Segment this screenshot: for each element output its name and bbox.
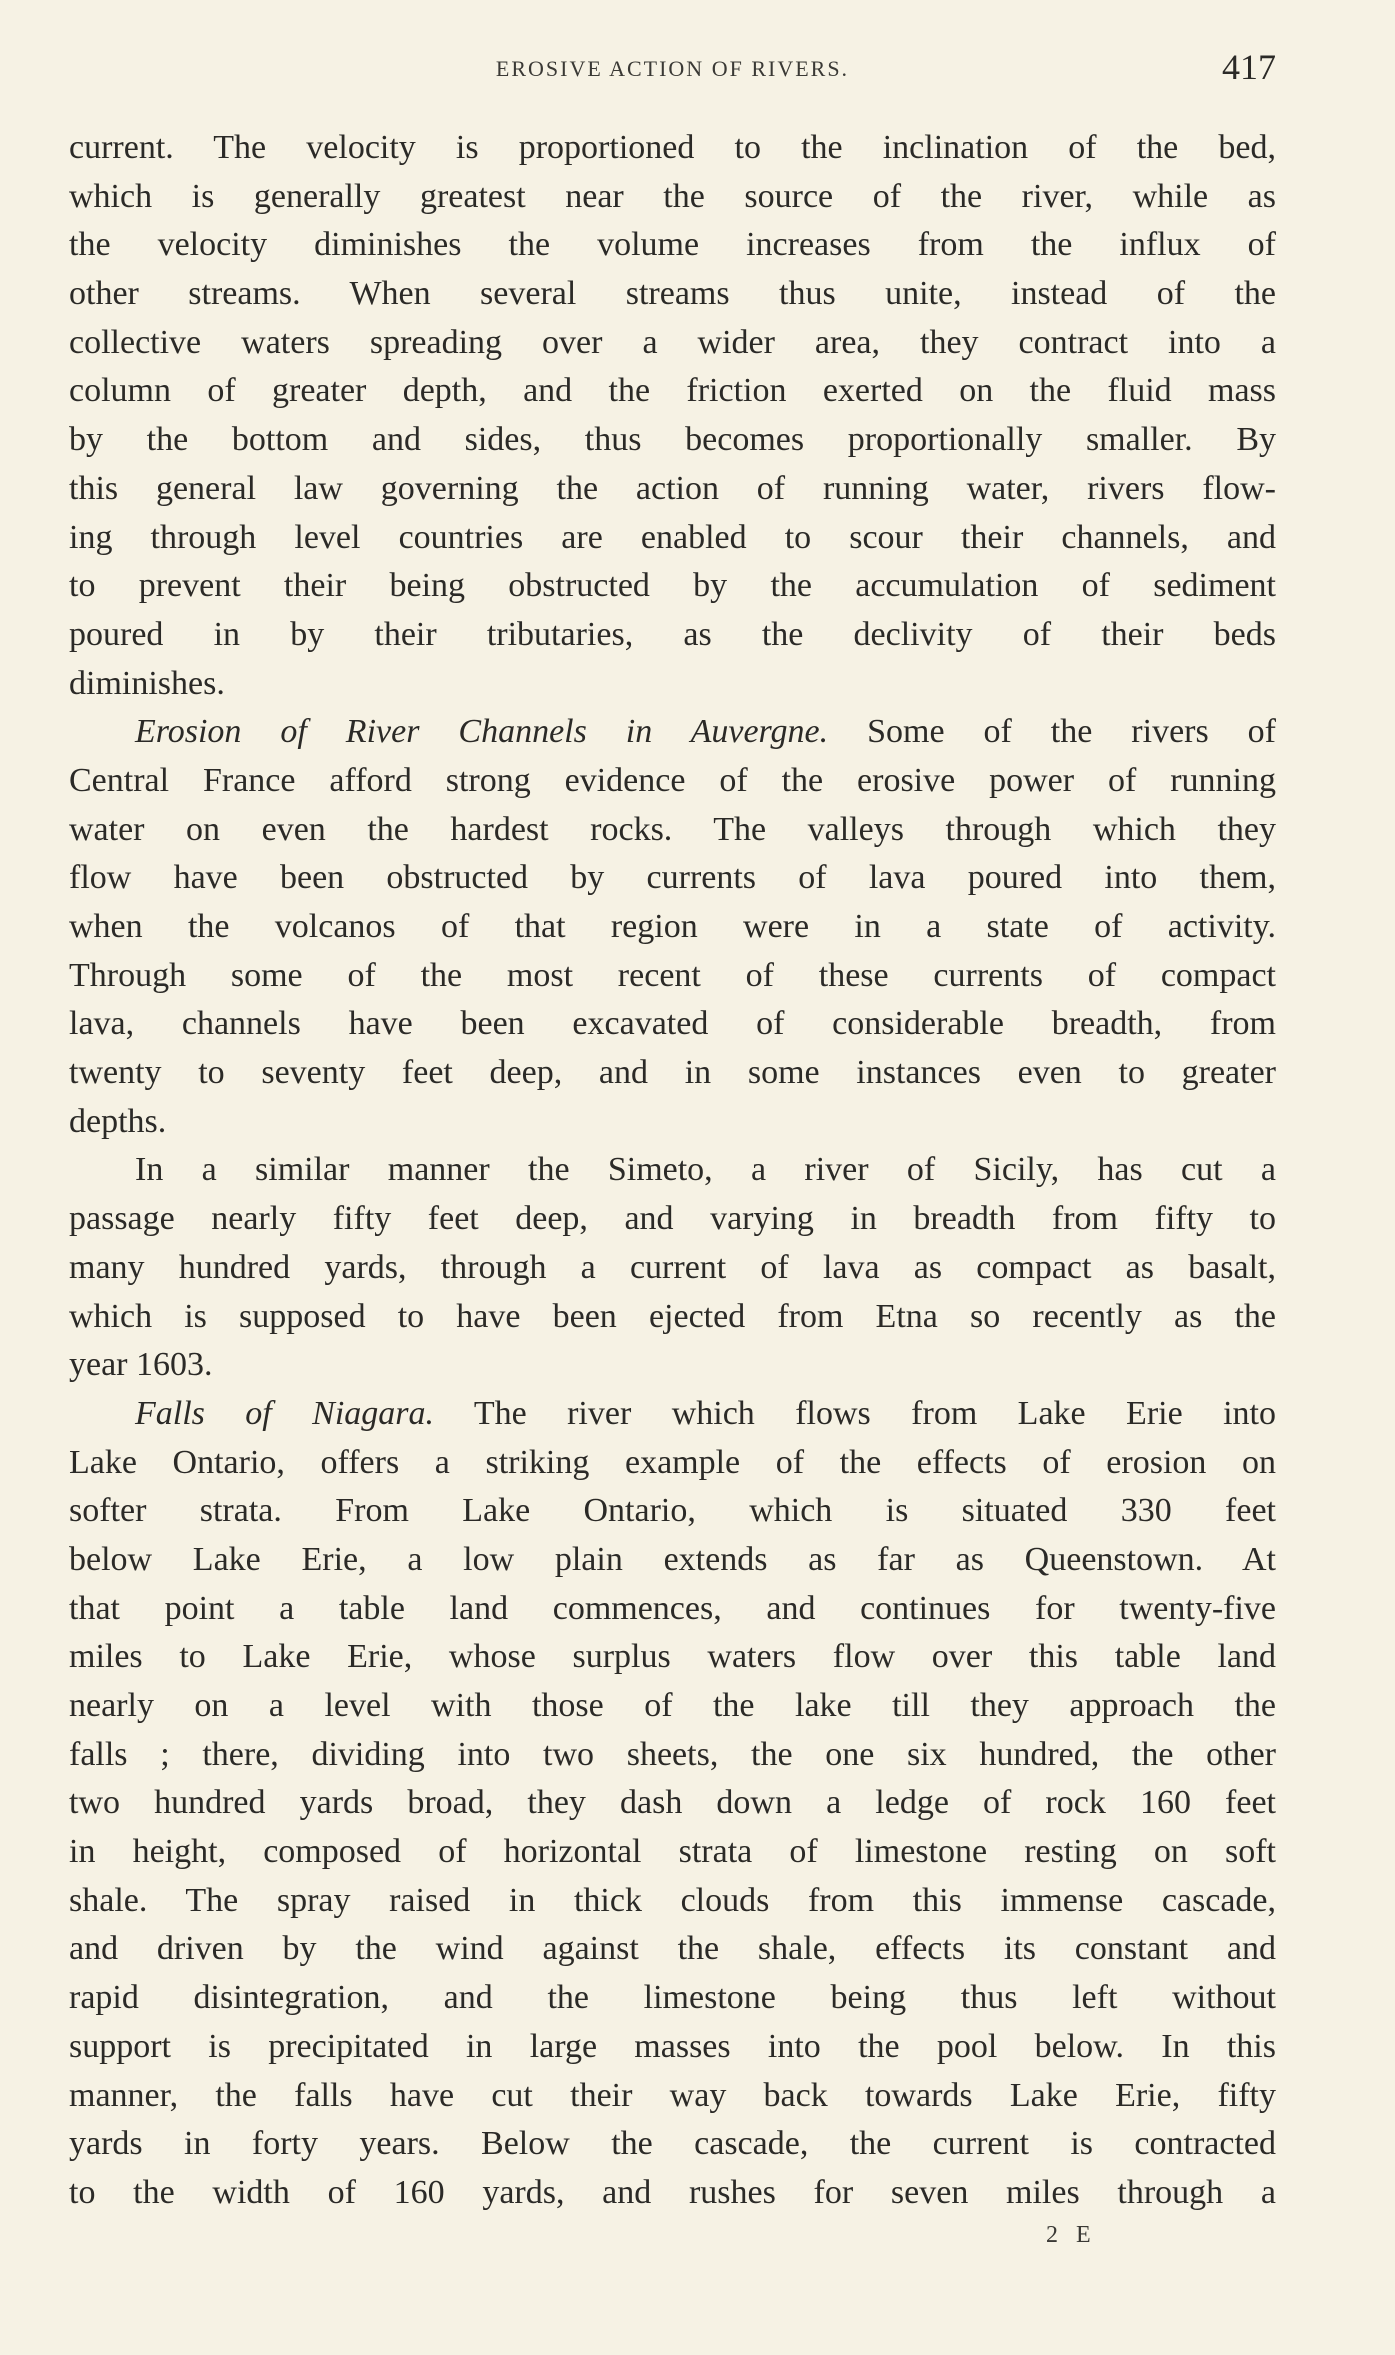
body-text: [69, 124, 1276, 2218]
text-line: [69, 611, 1276, 660]
line-text: this general law governing the action of running water, rivers flow-: [69, 469, 1276, 507]
text-line: [69, 2072, 1276, 2121]
text-line: [69, 2120, 1276, 2169]
line-text: current. The velocity is proportioned to the inclination of the bed,: [69, 129, 1276, 166]
text-line: [69, 514, 1276, 563]
line-text: depths.: [69, 1102, 167, 1140]
line-text: below Lake Erie, a low plain extends as far as Queenstown. At: [69, 1540, 1276, 1578]
paragraph: [69, 1146, 1276, 1389]
text-line: [69, 562, 1276, 611]
text-line: [69, 173, 1276, 222]
section-heading: Falls of Niagara.: [135, 1394, 435, 1432]
paragraph: [69, 1390, 1276, 2218]
text-line: [69, 708, 1276, 757]
running-title: EROSIVE ACTION OF RIVERS.: [495, 56, 850, 81]
text-line: [69, 806, 1276, 855]
paragraph: [69, 124, 1276, 708]
text-line: [69, 1974, 1276, 2023]
line-text: Lake Ontario, offers a striking example of the effects of erosion on: [69, 1443, 1276, 1481]
text-line: [69, 1585, 1276, 1634]
text-line: [69, 367, 1276, 416]
line-text: poured in by their tributaries, as the declivity of their beds: [69, 615, 1276, 653]
text-line: [69, 1536, 1276, 1585]
text-line: [69, 1877, 1276, 1926]
line-text: year 1603.: [69, 1346, 213, 1384]
text-line: [69, 1049, 1276, 1098]
line-text: support is precipitated in large masses into the pool below. In this: [69, 2027, 1276, 2065]
line-text: which is generally greatest near the source of the river, while as: [69, 177, 1276, 215]
text-line: [69, 1341, 1276, 1390]
text-line: [69, 854, 1276, 903]
paragraph: [69, 708, 1276, 1146]
text-line: [69, 319, 1276, 368]
line-text: Through some of the most recent of these currents of compact: [69, 956, 1276, 994]
line-text: that point a table land commences, and continues for twenty-five: [69, 1589, 1276, 1627]
line-text: diminishes.: [69, 664, 225, 702]
line-text: The river which flows from Lake Erie into: [434, 1394, 1276, 1432]
line-text: column of greater depth, and the friction exerted on the fluid mass: [69, 372, 1276, 410]
text-line: [69, 1390, 1276, 1439]
line-text: to the width of 160 yards, and rushes for seven miles through a: [69, 2173, 1276, 2211]
text-line: [69, 221, 1276, 270]
line-text: to prevent their being obstructed by the accumulation of sediment: [69, 567, 1276, 605]
line-text: In a similar manner the Simeto, a river of Sicily, has cut a: [135, 1151, 1276, 1189]
text-line: [69, 1195, 1276, 1244]
line-text: Central France afford strong evidence of the erosive power of running: [69, 761, 1276, 799]
line-text: softer strata. From Lake Ontario, which is situated 330 feet: [69, 1492, 1276, 1530]
text-line: [69, 465, 1276, 514]
line-text: ing through level countries are enabled to scour their channels, and: [69, 518, 1276, 556]
text-line: [69, 2023, 1276, 2072]
line-text: Some of the rivers of: [828, 713, 1276, 751]
line-text: flow have been obstructed by currents of lava poured into them,: [69, 859, 1276, 897]
text-line: [69, 1439, 1276, 1488]
text-line: [69, 757, 1276, 806]
text-line: [69, 1146, 1276, 1195]
line-text: lava, channels have been excavated of considerable breadth, from: [69, 1005, 1276, 1043]
line-text: falls ; there, dividing into two sheets, the one six hundred, the other: [69, 1735, 1276, 1773]
line-text: two hundred yards broad, they dash down a ledge of rock 160 feet: [69, 1784, 1276, 1822]
line-text: and driven by the wind against the shale, effects its constant and: [69, 1930, 1276, 1968]
text-line: [69, 416, 1276, 465]
text-line: [69, 903, 1276, 952]
signature-mark: 2 E: [1046, 2222, 1097, 2248]
section-heading: Erosion of River Channels in Auvergne.: [135, 713, 829, 751]
line-text: when the volcanos of that region were in a state of activity.: [69, 908, 1276, 945]
text-line: [69, 1682, 1276, 1731]
text-line: [69, 1779, 1276, 1828]
text-line: [69, 952, 1276, 1001]
text-line: [69, 2169, 1276, 2218]
line-text: twenty to seventy feet deep, and in some instances even to greater: [69, 1054, 1276, 1092]
line-text: which is supposed to have been ejected from Etna so recently as the: [69, 1297, 1276, 1335]
line-text: manner, the falls have cut their way back towards Lake Erie, fifty: [69, 2076, 1276, 2114]
line-text: yards in forty years. Below the cascade, the current is contracted: [69, 2125, 1276, 2163]
text-line: [69, 1828, 1276, 1877]
line-text: water on even the hardest rocks. The valleys through which they: [69, 810, 1276, 848]
line-text: rapid disintegration, and the limestone being thus left without: [69, 1979, 1276, 2017]
text-line: [69, 1487, 1276, 1536]
text-line: [69, 1244, 1276, 1293]
line-text: passage nearly fifty feet deep, and varying in breadth from fifty to: [69, 1200, 1276, 1238]
line-text: collective waters spreading over a wider area, they contract into a: [69, 323, 1276, 361]
line-text: other streams. When several streams thus unite, instead of the: [69, 275, 1276, 313]
line-text: by the bottom and sides, thus becomes proportionally smaller. By: [69, 421, 1276, 459]
text-line: [69, 660, 1276, 709]
text-line: [69, 1731, 1276, 1780]
line-text: miles to Lake Erie, whose surplus waters flow over this table land: [69, 1638, 1276, 1676]
line-text: in height, composed of horizontal strata of limestone resting on soft: [69, 1833, 1276, 1871]
text-line: [69, 1293, 1276, 1342]
text-line: [69, 270, 1276, 319]
text-line: [69, 1000, 1276, 1049]
line-text: nearly on a level with those of the lake till they approach the: [69, 1687, 1276, 1724]
line-text: shale. The spray raised in thick clouds from this immense cascade,: [69, 1881, 1276, 1919]
text-line: [69, 1633, 1276, 1682]
line-text: many hundred yards, through a current of lava as compact as basalt,: [69, 1248, 1276, 1286]
text-line: [69, 124, 1276, 173]
text-line: [69, 1098, 1276, 1147]
page-number: 417: [1222, 47, 1276, 87]
line-text: the velocity diminishes the volume increases from the influx of: [69, 226, 1276, 264]
text-line: [69, 1925, 1276, 1974]
page-header: [69, 47, 1276, 90]
